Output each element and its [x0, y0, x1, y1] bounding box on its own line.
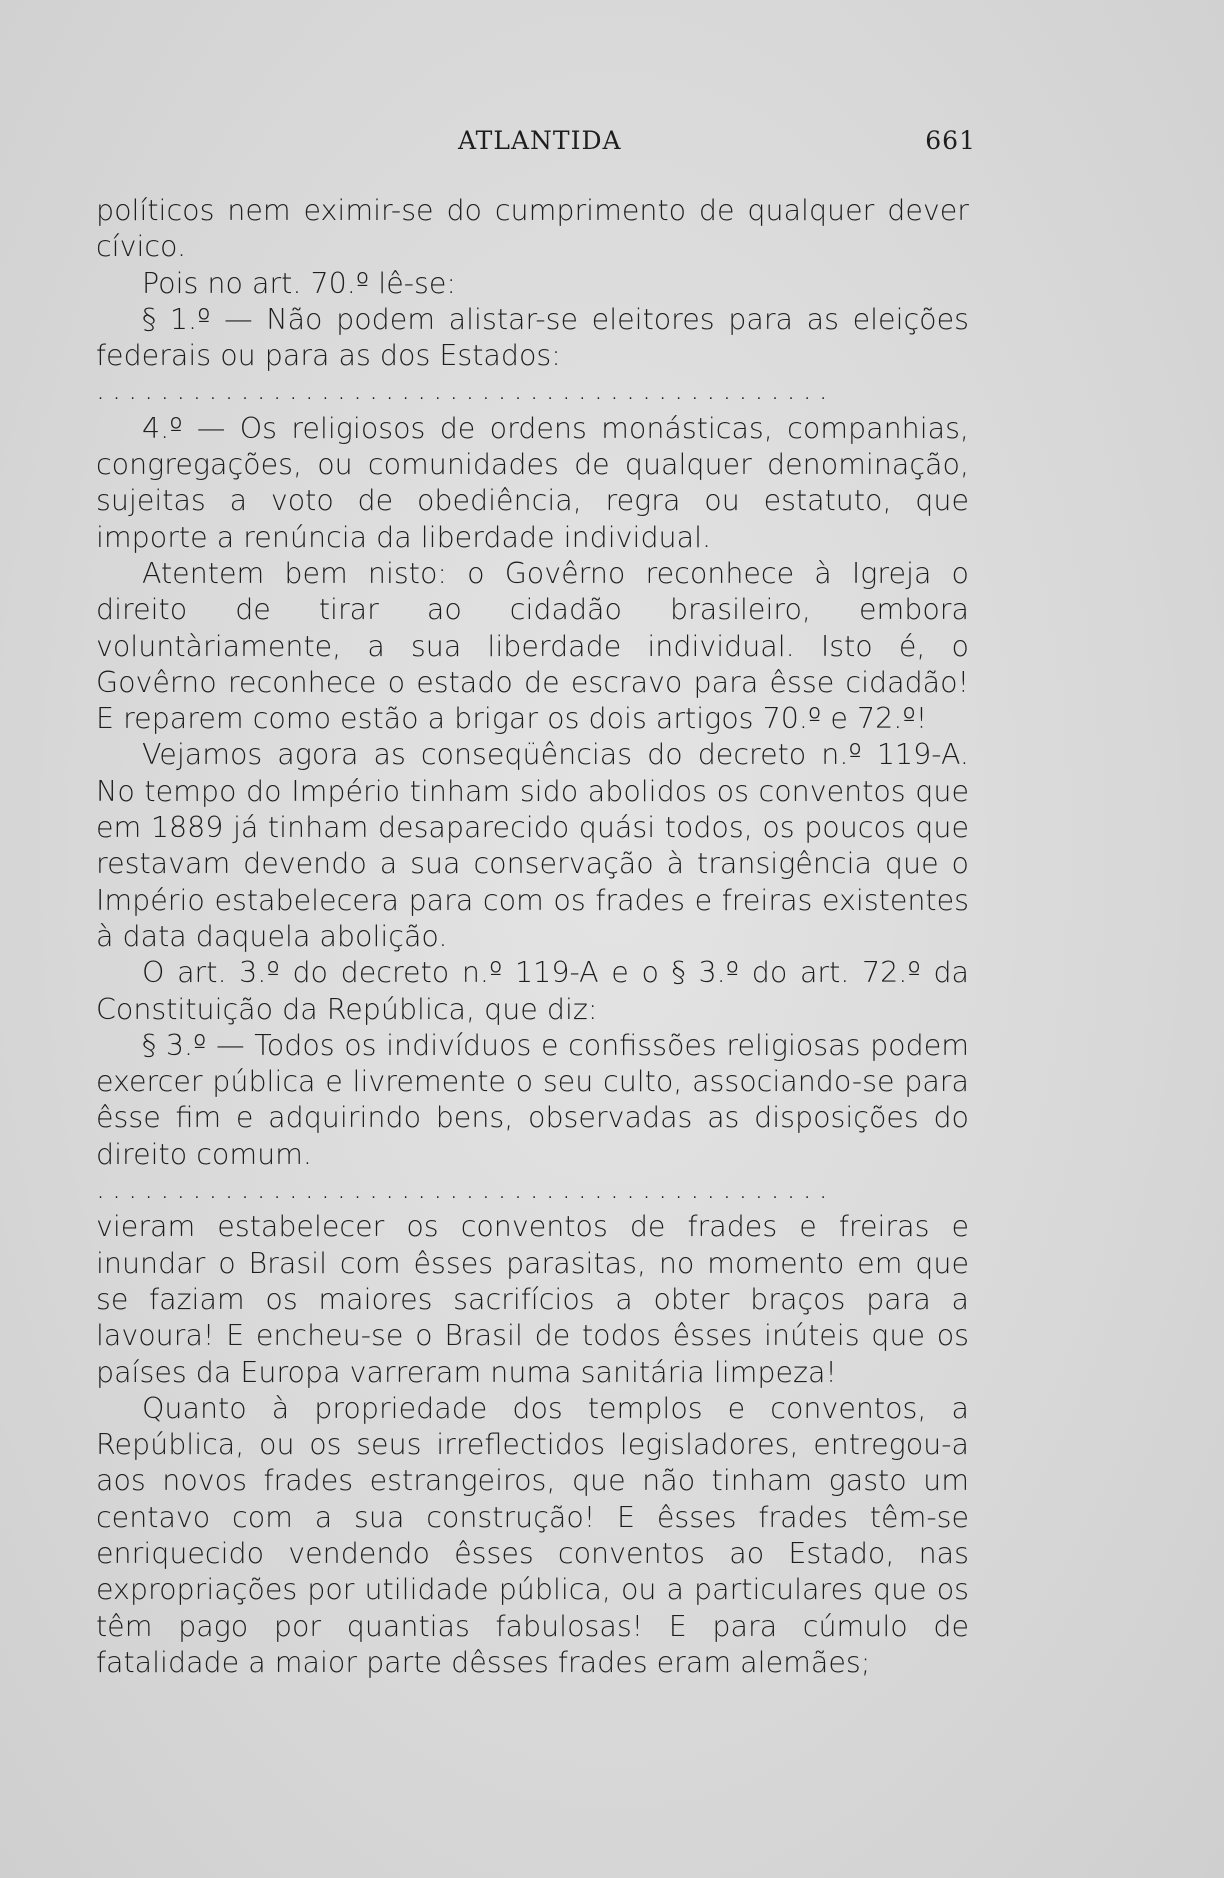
- page-header: [96, 126, 976, 166]
- ellipsis-line: ..............................................: [96, 374, 835, 407]
- page-number: 661: [925, 126, 976, 155]
- paragraph: vieram estabelecer os conventos de frades e freiras e inundar o Brasil com êsses parasitas, no momento em que se faziam os maiores sacrifícios a obter braços para a lavoura! E encheu-se o Brasil de todos êsses inúteis que os países da Europa varreram numa sanitária limpeza!: [96, 1210, 969, 1389]
- body-text: [96, 193, 969, 1681]
- paragraph: § 1.º — Não podem alistar-se eleitores para as eleições federais ou para as dos Estados:: [96, 302, 969, 373]
- paragraph: Pois no art. 70.º lê-se:: [142, 266, 457, 300]
- paragraph: Quanto à propriedade dos templos e conventos, a República, ou os seus irreflectidos legisladores, entregou-a aos novos frades estrangeiros, que não tinham gasto um centavo com a sua construção! E êsses frades têm-se enriquecido vendendo êsses conventos ao Estado, nas expropriações por utilidade pública, ou a particulares que os têm pago por quantias fabulosas! E para cúmulo de fatalidade a maior parte dêsses frades eram alemães;: [96, 1391, 969, 1679]
- paragraph: Vejamos agora as conseqüências do decreto n.º 119-A. No tempo do Império tinham sido abolidos os conventos que em 1889 já tinham desaparecido quási todos, os poucos que restavam devendo a sua conservação à transigência que o Império estabelecera para com os frades e freiras existentes à data daquela abolição.: [96, 738, 969, 953]
- paragraph: Atentem bem nisto: o Govêrno reconhece à Igreja o direito de tirar ao cidadão brasileiro, embora voluntàriamente, a sua liberdade individual. Isto é, o Govêrno reconhece o estado de escravo para êsse cidadão! E reparem como estão a brigar os dois artigos 70.º e 72.º!: [96, 556, 969, 736]
- paragraph: O art. 3.º do decreto n.º 119-A e o § 3.º do art. 72.º da Constituição da República, que diz:: [96, 956, 969, 1026]
- ellipsis-line: ..............................................: [96, 1173, 835, 1206]
- paragraph: 4.º — Os religiosos de ordens monásticas, companhias, congregações, ou comunidades de qualquer denominação, sujeitas a voto de obediência, regra ou estatuto, que importe a renúncia da liberdade individual.: [96, 411, 969, 554]
- running-title: ATLANTIDA: [458, 126, 622, 155]
- paragraph: políticos nem eximir-se do cumprimento de qualquer dever cívico.: [96, 194, 969, 264]
- paragraph: § 3.º — Todos os indivíduos e confissões religiosas podem exercer pública e livremente o seu culto, associando-se para êsse fim e adquirindo bens, observadas as disposições do direito comum.: [96, 1028, 969, 1171]
